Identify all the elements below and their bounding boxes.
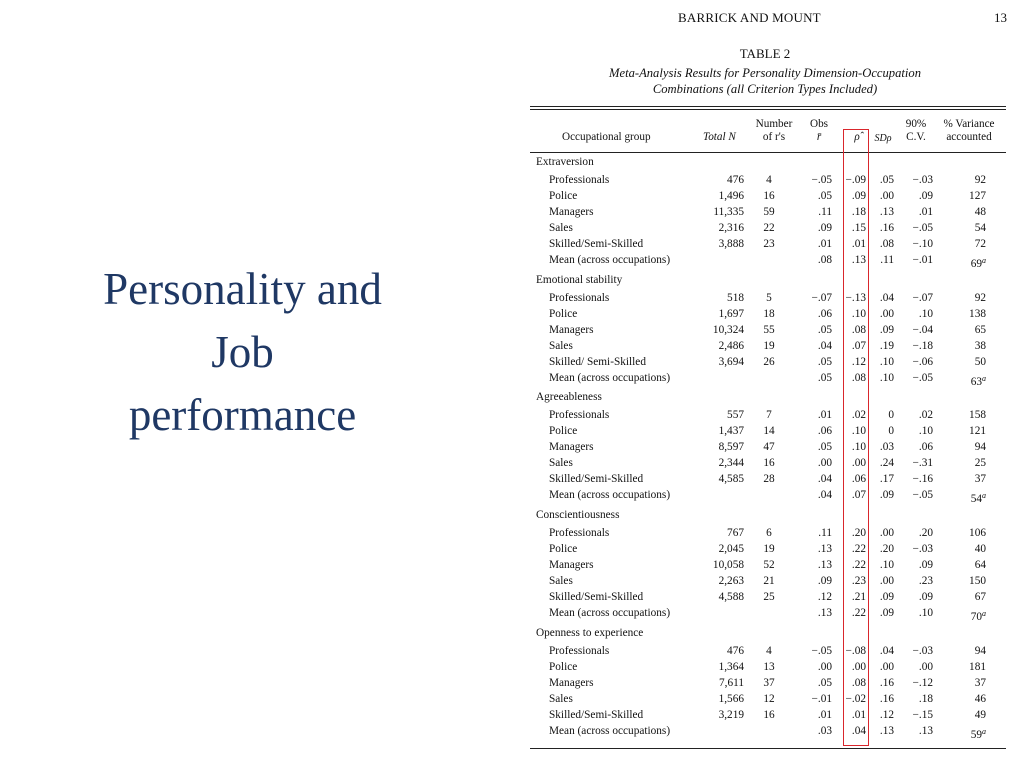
cell-rho: .08 [851,372,866,384]
cell-sd-rho: .00 [879,308,894,320]
cell-total-n: 1,496 [718,190,744,202]
cell-rho: .04 [851,725,866,737]
cell-occupation: Police [549,308,578,320]
cell-occupation: Mean (across occupations) [549,372,671,384]
cell-sd-rho: .16 [879,222,894,234]
cell-total-n: 1,364 [718,661,744,673]
cell-variance-accounted: 25 [974,457,986,469]
cell-variance-accounted [946,253,986,272]
cell-cv-90: −.06 [912,356,933,368]
cell-total-n: 2,486 [718,340,744,352]
cell-number-of-r: 16 [763,709,775,721]
cell-variance-accounted: 158 [969,409,986,421]
cell-variance-accounted: 37 [974,473,986,485]
cell-occupation: Professionals [549,174,610,186]
cell-sd-rho: .13 [879,206,894,218]
cell-sd-rho: .04 [879,292,894,304]
cell-rho: −.13 [845,292,866,304]
slide-title-line: performance [128,390,357,440]
cell-variance-accounted [946,488,986,507]
cell-number-of-r: 5 [766,292,772,304]
cell-rho: .18 [851,206,866,218]
cell-obs-r: .11 [818,527,832,539]
cell-variance-accounted: 138 [969,308,986,320]
cell-variance-accounted: 46 [974,693,986,705]
cell-sd-rho: .16 [879,693,894,705]
cell-occupation: Managers [549,206,594,218]
cell-sd-rho: .00 [879,527,894,539]
cell-variance-accounted: 72 [974,238,986,250]
cell-cv-90: .09 [918,190,933,202]
cell-sd-rho: .00 [879,661,894,673]
cell-total-n: 3,888 [718,238,744,250]
cell-occupation: Sales [549,222,573,234]
cell-sd-rho: .09 [879,607,894,619]
slide-title-line: Personality and [103,264,382,314]
cell-obs-r: .04 [817,340,832,352]
cell-cv-90: −.05 [912,372,933,384]
cell-variance-accounted: 50 [974,356,986,368]
cell-sd-rho: .00 [879,575,894,587]
cell-number-of-r: 25 [763,591,775,603]
cell-obs-r: −.01 [811,693,832,705]
cell-obs-r: .13 [817,607,832,619]
section-name: Extraversion [536,156,594,168]
cell-sd-rho: .20 [879,543,894,555]
variance-value: 70 [970,611,982,623]
header-obs-r-line2: r̄ [816,131,822,143]
cell-obs-r: .12 [817,591,832,603]
cell-occupation: Sales [549,340,573,352]
cell-occupation: Police [549,190,578,202]
cell-cv-90: −.04 [912,324,933,336]
cell-total-n: 4,585 [718,473,744,485]
cell-cv-90: −.07 [912,292,933,304]
cell-rho: .09 [851,190,866,202]
slide-title-line: Job [211,327,274,377]
cell-cv-90: −.03 [912,174,933,186]
cell-obs-r: .05 [817,324,832,336]
cell-variance-accounted: 94 [974,645,986,657]
cell-variance-accounted: 64 [974,559,986,571]
table-bottom-rule [530,748,1006,749]
cell-variance-accounted: 92 [974,174,986,186]
cell-obs-r: −.05 [811,174,832,186]
cell-rho: .20 [851,527,866,539]
cell-rho: .22 [851,543,866,555]
cell-variance-accounted: 38 [974,340,986,352]
cell-sd-rho: .13 [879,725,894,737]
cell-obs-r: .13 [817,543,832,555]
cell-number-of-r: 16 [763,190,775,202]
variance-value: 59 [970,729,982,741]
cell-obs-r: .05 [817,190,832,202]
cell-rho: .00 [851,457,866,469]
cell-total-n: 4,588 [718,591,744,603]
cell-obs-r: .04 [817,489,832,501]
cell-cv-90: .02 [918,409,933,421]
header-sd-rho: SDρ [874,133,892,144]
cell-variance-accounted: 49 [974,709,986,721]
cell-occupation: Mean (across occupations) [549,607,671,619]
cell-rho: .01 [851,238,866,250]
cell-occupation: Professionals [549,409,610,421]
cell-occupation: Mean (across occupations) [549,254,671,266]
variance-value: 54 [970,493,982,505]
cell-occupation: Police [549,543,578,555]
cell-rho: .22 [851,559,866,571]
cell-sd-rho: .24 [879,457,894,469]
cell-cv-90: −.05 [912,489,933,501]
cell-number-of-r: 59 [763,206,775,218]
cell-occupation: Skilled/Semi-Skilled [549,709,644,721]
cell-total-n: 1,566 [718,693,744,705]
cell-rho: .10 [851,441,866,453]
cell-obs-r: .09 [817,222,832,234]
cell-occupation: Police [549,661,578,673]
cell-cv-90: .23 [918,575,933,587]
cell-number-of-r: 14 [763,425,775,437]
cell-cv-90: .18 [918,693,933,705]
cell-variance-accounted: 54 [974,222,986,234]
cell-rho: −.09 [845,174,866,186]
cell-variance-accounted: 48 [974,206,986,218]
cell-rho: .10 [851,425,866,437]
cell-sd-rho: .09 [879,324,894,336]
cell-rho: .08 [851,677,866,689]
cell-obs-r: .04 [817,473,832,485]
cell-variance-accounted: 94 [974,441,986,453]
cell-rho: .13 [851,254,866,266]
cell-occupation: Skilled/ Semi-Skilled [549,356,646,368]
cell-sd-rho: .08 [879,238,894,250]
cell-obs-r: .11 [818,206,832,218]
cell-rho: .08 [851,324,866,336]
cell-sd-rho: .17 [879,473,894,485]
cell-number-of-r: 37 [763,677,775,689]
cell-sd-rho: .05 [879,174,894,186]
cell-sd-rho: 0 [888,409,894,421]
cell-occupation: Mean (across occupations) [549,489,671,501]
cell-obs-r: .01 [817,409,832,421]
footnote-marker: a [982,491,986,500]
cell-rho: .21 [851,591,866,603]
cell-obs-r: .05 [817,677,832,689]
cell-number-of-r: 4 [766,645,772,657]
cell-variance-accounted [946,724,986,743]
cell-obs-r: −.07 [811,292,832,304]
header-variance-line2: accounted [946,131,992,143]
cell-sd-rho: .10 [879,372,894,384]
cell-sd-rho: 0 [888,425,894,437]
section-name: Openness to experience [536,627,644,639]
header-cv-line2: C.V. [906,131,926,143]
cell-variance-accounted: 37 [974,677,986,689]
cell-number-of-r: 55 [763,324,775,336]
cell-number-of-r: 7 [766,409,772,421]
cell-occupation: Police [549,425,578,437]
cell-variance-accounted: 106 [969,527,986,539]
cell-number-of-r: 47 [763,441,775,453]
cell-cv-90: .09 [918,591,933,603]
cell-cv-90: .10 [918,425,933,437]
cell-obs-r: .05 [817,356,832,368]
cell-cv-90: .20 [918,527,933,539]
cell-total-n: 10,058 [712,559,744,571]
cell-cv-90: −.03 [912,645,933,657]
cell-number-of-r: 6 [766,527,772,539]
cell-total-n: 557 [727,409,744,421]
footnote-marker: a [982,727,986,736]
cell-occupation: Professionals [549,527,610,539]
cell-cv-90: −.12 [912,677,933,689]
cell-rho: −.08 [845,645,866,657]
cell-occupation: Managers [549,559,594,571]
cell-number-of-r: 21 [763,575,775,587]
cell-rho: .15 [851,222,866,234]
cell-total-n: 2,316 [718,222,744,234]
cell-cv-90: .13 [918,725,933,737]
table-title [530,66,1000,97]
cell-variance-accounted: 67 [974,591,986,603]
cell-sd-rho: .10 [879,559,894,571]
cell-occupation: Professionals [549,645,610,657]
cell-occupation: Skilled/Semi-Skilled [549,473,644,485]
footnote-marker: a [982,256,986,265]
header-variance-line1: % Variance [943,118,995,130]
cell-occupation: Professionals [549,292,610,304]
cell-number-of-r: 19 [763,340,775,352]
cell-variance-accounted [946,371,986,390]
table-label: TABLE 2 [739,46,791,61]
cell-rho: .00 [851,661,866,673]
cell-sd-rho: .00 [879,190,894,202]
cell-variance-accounted: 181 [969,661,986,673]
cell-rho: .23 [851,575,866,587]
variance-value: 69 [970,258,982,270]
cell-number-of-r: 22 [763,222,775,234]
cell-obs-r: .06 [817,425,832,437]
cell-variance-accounted: 121 [969,425,986,437]
cell-sd-rho: .09 [879,591,894,603]
cell-total-n: 1,437 [718,425,744,437]
cell-total-n: 476 [727,645,744,657]
cell-cv-90: −.03 [912,543,933,555]
slide-title [70,258,415,447]
cell-occupation: Sales [549,457,573,469]
cell-number-of-r: 28 [763,473,775,485]
cell-occupation: Mean (across occupations) [549,725,671,737]
cell-cv-90: .10 [918,308,933,320]
table-top-rule-2 [530,109,1006,110]
cell-number-of-r: 12 [763,693,775,705]
cell-sd-rho: .11 [880,254,894,266]
cell-obs-r: −.05 [811,645,832,657]
cell-obs-r: .13 [817,559,832,571]
cell-number-of-r: 26 [763,356,775,368]
cell-cv-90: −.15 [912,709,933,721]
cell-obs-r: .05 [817,372,832,384]
cell-number-of-r: 52 [763,559,775,571]
cell-cv-90: .00 [918,661,933,673]
cell-occupation: Managers [549,441,594,453]
cell-occupation: Skilled/Semi-Skilled [549,238,644,250]
rho-column-highlight [843,129,869,746]
header-rho: ρ̂ [854,131,860,143]
cell-total-n: 1,697 [718,308,744,320]
cell-variance-accounted: 92 [974,292,986,304]
cell-occupation: Skilled/Semi-Skilled [549,591,644,603]
footnote-marker: a [982,374,986,383]
cell-occupation: Sales [549,575,573,587]
running-head: BARRICK AND MOUNT [678,10,821,25]
footnote-marker: a [982,609,986,618]
table-header-rule [530,152,1006,153]
cell-cv-90: −.31 [912,457,933,469]
cell-obs-r: .08 [817,254,832,266]
cell-variance-accounted: 127 [969,190,986,202]
cell-number-of-r: 16 [763,457,775,469]
header-cv-line1: 90% [905,118,927,130]
header-number-of-r-line2: of r's [762,131,786,143]
cell-rho: .01 [851,709,866,721]
cell-cv-90: .01 [918,206,933,218]
cell-obs-r: .09 [817,575,832,587]
cell-number-of-r: 4 [766,174,772,186]
cell-rho: .10 [851,308,866,320]
cell-cv-90: −.16 [912,473,933,485]
variance-value: 63 [970,376,982,388]
cell-total-n: 7,611 [719,677,744,689]
cell-sd-rho: .10 [879,356,894,368]
cell-sd-rho: .09 [879,489,894,501]
cell-total-n: 2,045 [718,543,744,555]
section-name: Emotional stability [536,274,623,286]
cell-obs-r: .01 [817,709,832,721]
cell-occupation: Managers [549,677,594,689]
cell-rho: .07 [851,489,866,501]
section-name: Agreeableness [536,391,602,403]
header-occupational-group: Occupational group [562,131,651,143]
cell-rho: .02 [851,409,866,421]
cell-obs-r: .03 [817,725,832,737]
cell-variance-accounted: 65 [974,324,986,336]
cell-cv-90: .09 [918,559,933,571]
cell-cv-90: .06 [918,441,933,453]
cell-sd-rho: .03 [879,441,894,453]
cell-variance-accounted [946,606,986,625]
cell-rho: .07 [851,340,866,352]
cell-obs-r: .05 [817,441,832,453]
header-obs-r-line1: Obs [809,118,829,130]
cell-obs-r: .06 [817,308,832,320]
table-title-line: Meta-Analysis Results for Personality Dimension-Occupation [609,66,921,80]
cell-sd-rho: .12 [879,709,894,721]
header-number-of-r-line1: Number [755,118,793,130]
cell-total-n: 2,263 [718,575,744,587]
cell-number-of-r: 13 [763,661,775,673]
cell-number-of-r: 18 [763,308,775,320]
cell-cv-90: −.18 [912,340,933,352]
cell-obs-r: .00 [817,457,832,469]
cell-rho: .12 [851,356,866,368]
cell-rho: .06 [851,473,866,485]
table-title-line: Combinations (all Criterion Types Included) [652,81,878,96]
cell-total-n: 518 [727,292,744,304]
cell-total-n: 476 [727,174,744,186]
cell-rho: −.02 [845,693,866,705]
cell-sd-rho: .19 [879,340,894,352]
cell-number-of-r: 23 [763,238,775,250]
cell-sd-rho: .16 [879,677,894,689]
cell-total-n: 10,324 [712,324,744,336]
cell-cv-90: −.01 [912,254,933,266]
cell-cv-90: −.10 [912,238,933,250]
cell-cv-90: −.05 [912,222,933,234]
table-top-rule [530,106,1006,107]
cell-occupation: Managers [549,324,594,336]
cell-total-n: 2,344 [718,457,744,469]
page-number: 13 [994,10,1007,25]
cell-total-n: 8,597 [718,441,744,453]
cell-obs-r: .00 [817,661,832,673]
cell-rho: .22 [851,607,866,619]
cell-obs-r: .01 [817,238,832,250]
cell-variance-accounted: 150 [969,575,986,587]
cell-total-n: 3,219 [718,709,744,721]
cell-total-n: 3,694 [718,356,744,368]
cell-cv-90: .10 [918,607,933,619]
cell-total-n: 767 [727,527,744,539]
cell-sd-rho: .04 [879,645,894,657]
cell-occupation: Sales [549,693,573,705]
cell-number-of-r: 19 [763,543,775,555]
cell-variance-accounted: 40 [974,543,986,555]
cell-total-n: 11,335 [713,206,744,218]
section-name: Conscientiousness [536,509,620,521]
header-total-n: Total N [703,131,736,143]
